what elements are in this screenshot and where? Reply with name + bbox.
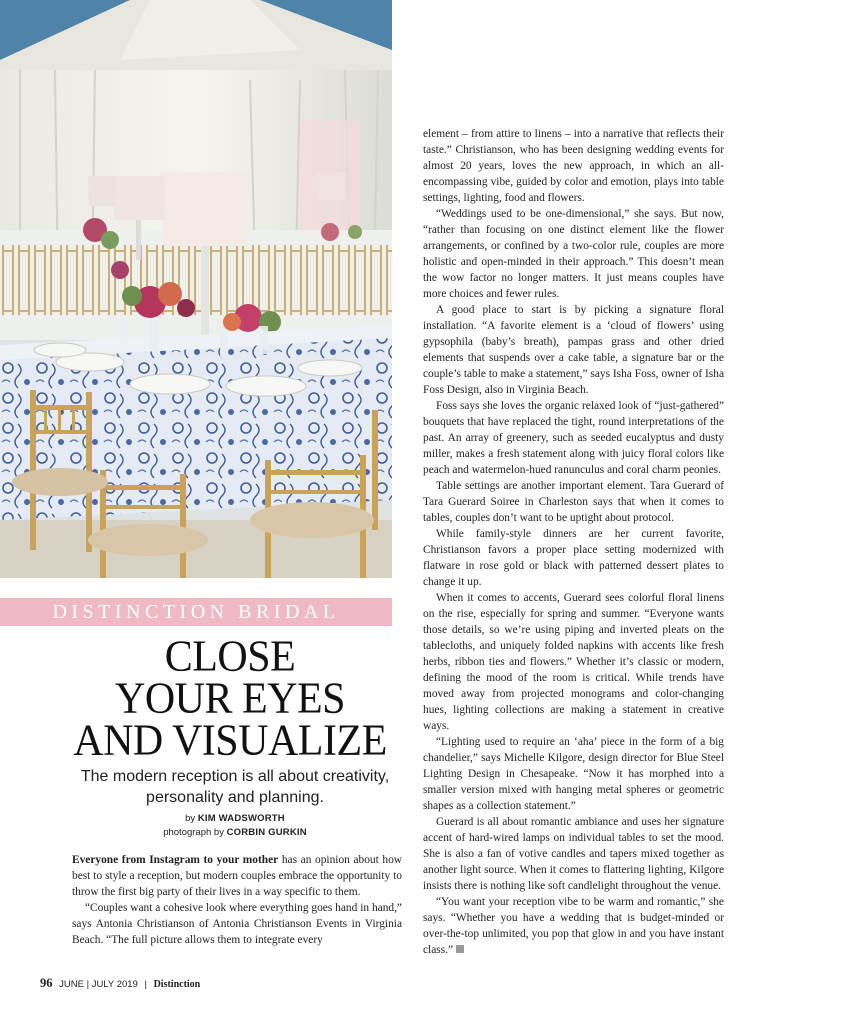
- paragraph: element – from attire to linens – into a narrative that reflects their taste.” Christianson, who has been designing wedding events for almost 20 years, loves the new approach, in which an all-encompassing vibe, guided by color and emotion, plays into table settings, lighting, food and flowers.: [423, 128, 724, 204]
- photographer-name: CORBIN GURKIN: [226, 827, 307, 838]
- issue-date: JUNE | JULY 2019: [59, 979, 138, 990]
- paragraph: A good place to start is by picking a signature floral installation. “A favorite element is a ‘cloud of flowers’ using gypsophila (baby’s breath), pampas grass and other dried elements that suspends over a cake table, a signature bar or the couple’s table to make a statement,” says Isha Foss, owner of Isha Foss Design, also in Virginia Beach.: [423, 304, 724, 396]
- byline: [70, 812, 400, 840]
- page-number: 96: [40, 976, 53, 990]
- paragraph-text: has an opinion about how best to style a reception, but modern couples embrace the opportunity to throw the first big party of their lives in a way specific to them.: [72, 854, 402, 898]
- headline-line-3: AND VISUALIZE: [73, 716, 387, 766]
- article-column-1: [72, 852, 402, 948]
- paragraph: When it comes to accents, Guerard sees colorful floral linens on the rise, especially for spring and summer. “Everyone wants those details, so we’re using piping and inverted pleats on the tablecloths, and uniquely folded napkins with accents like fresh herbs, ribbon ties and flowers.” Whether it’s classic or modern, defining the mood of the room is critical. While trends have moved away from projected monograms and color-changing hues, lighting collections are making a statement in creative ways.: [423, 592, 724, 732]
- headline-line-1: CLOSE: [164, 632, 296, 682]
- photo-credit-prefix: photograph by: [163, 827, 224, 838]
- paragraph-last: [423, 894, 724, 958]
- end-mark-icon: [456, 945, 464, 953]
- section-banner-label: DISTINCTION BRIDAL: [52, 601, 340, 623]
- publication-name: Distinction: [153, 979, 201, 990]
- paragraph: “Weddings used to be one-dimensional,” she says. But now, “rather than focusing on one distinct element like the flower arrangements, or confined by a two-color rule, couples are more holistic and open-minded in their approach.” This doesn’t mean the wow factor no longer matters. It just means couples have more choices and fewer rules.: [423, 208, 724, 300]
- article-column-2: [423, 126, 724, 958]
- author-name: KIM WADSWORTH: [197, 813, 285, 824]
- reception-illustration: [0, 0, 392, 578]
- paragraph: While family-style dinners are her current favorite, Christianson favors a proper place setting modernized with flatware in rose gold or black with patterned dessert plates to change it up.: [423, 528, 724, 588]
- lead-in: Everyone from Instagram to your mother: [72, 854, 279, 866]
- paragraph: Foss says she loves the organic relaxed look of “just-gathered” bouquets that have replaced the tight, round interpretations of the past. An array of greenery, such as seeded eucalyptus and dusty miller, makes a fresh statement along with juicy floral colors like peach and watermelon-hued ranunculus and coral charm peonies.: [423, 400, 724, 476]
- paragraph: Guerard is all about romantic ambiance and uses her signature accent of hard-wired lamps on individual tables to set the mood. She is also a fan of votive candles and tapers mixed together as another light source. When it comes to flattering lighting, Kilgore insists there is nothing like soft candlelight throughout the venue.: [423, 816, 724, 892]
- paragraph: “Lighting used to require an ‘aha’ piece in the form of a big chandelier,” says Michelle Kilgore, design director for Blue Steel Lighting Design in Chesapeake. “Now it has morphed into a smaller version mixed with hanging metal spheres or geometric shapes as a collection statement.”: [423, 736, 724, 812]
- page-footer: [40, 976, 200, 990]
- paragraph: “Couples want a cohesive look where everything goes hand in hand,” says Antonia Christianson of Antonia Christianson Events in Virginia Beach. “The full picture allows them to integrate every: [72, 902, 402, 946]
- article-headline: [60, 632, 400, 766]
- paragraph-text: “You want your reception vibe to be warm and romantic,” she says. “Whether you have a wedding that is budget-minded or over-the-top unlimited, you pop that glow in and you have instant class.”: [423, 896, 724, 956]
- article-dek: The modern reception is all about creativity, personality and planning.: [80, 768, 390, 806]
- footer-divider: |: [144, 979, 147, 990]
- section-banner: [0, 598, 392, 626]
- paragraph: [72, 852, 402, 900]
- reception-photo: [0, 0, 392, 578]
- author-prefix: by: [185, 813, 196, 824]
- headline-line-2: YOUR EYES: [114, 674, 345, 724]
- paragraph: Table settings are another important element. Tara Guerard of Tara Guerard Soiree in Charleston says that when it comes to tables, couples don’t want to be uptight about protocol.: [423, 480, 724, 524]
